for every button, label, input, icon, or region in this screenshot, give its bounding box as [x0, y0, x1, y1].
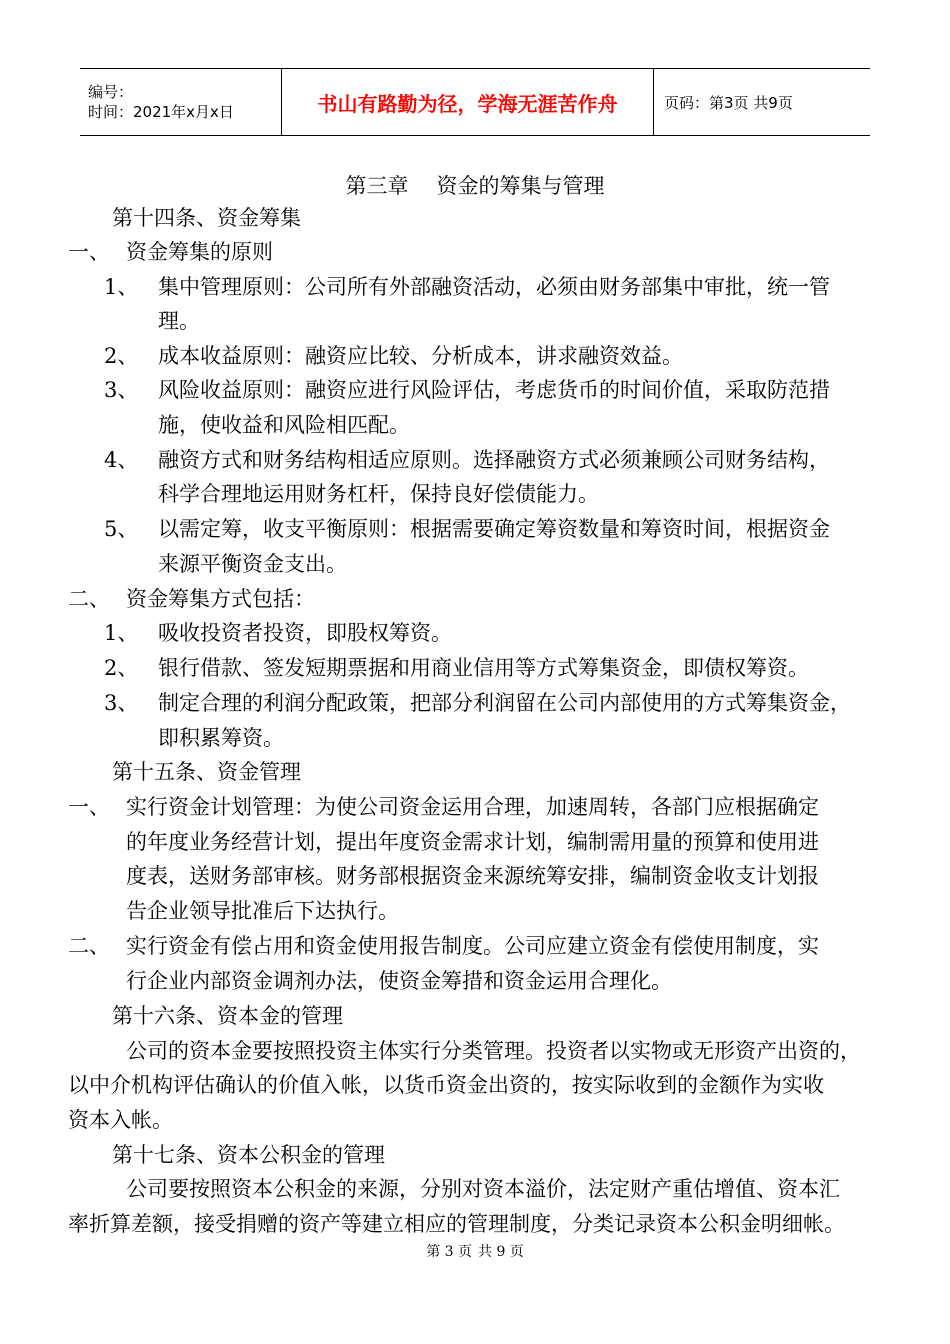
article-14-heading: 第十四条、资金筹集 [112, 206, 301, 230]
paragraph-line: 行企业内部资金调剂办法，使资金筹措和资金运用合理化。 [126, 969, 672, 993]
list-item-line: 银行借款、签发短期票据和用商业信用等方式筹集资金，即债权筹资。 [158, 656, 809, 680]
chapter-name: 资金的筹集与管理 [436, 174, 605, 198]
header-motto [282, 69, 654, 135]
footer-current-page: 第 3 页 [426, 1244, 472, 1260]
section-number: 二、 [68, 934, 110, 958]
list-item-number: 5、 [104, 517, 139, 541]
list-item-number: 3、 [104, 691, 139, 715]
list-item-number: 2、 [104, 344, 139, 368]
list-item-number: 3、 [104, 378, 139, 402]
list-item-number: 4、 [104, 448, 139, 472]
list-item-number: 1、 [104, 275, 139, 299]
page-footer [0, 1241, 950, 1261]
list-item-line: 科学合理地运用财务杠杆，保持良好偿债能力。 [158, 482, 599, 506]
document-time-label: 时间：2021年x月x日 [88, 103, 234, 121]
list-item-line: 吸收投资者投资，即股权筹资。 [158, 621, 452, 645]
chapter-number: 第三章 [345, 174, 409, 198]
paragraph-line: 公司的资本金要按照投资主体实行分类管理。投资者以实物或无形资产出资的， [126, 1039, 861, 1063]
list-item-line: 成本收益原则：融资应比较、分析成本，讲求融资效益。 [158, 344, 683, 368]
section-title: 资金筹集方式包括： [126, 587, 315, 611]
list-item-line: 融资方式和财务结构相适应原则。选择融资方式必须兼顾公司财务结构， [158, 448, 830, 472]
paragraph-line: 资本入帐。 [68, 1108, 173, 1132]
section-number: 一、 [68, 795, 110, 819]
motto-text: 书山有路勤为径，学海无涯苦作舟 [317, 91, 618, 116]
header-meta [80, 69, 282, 135]
section-number: 一、 [68, 240, 110, 264]
paragraph-line: 度表，送财务部审核。财务部根据资金来源统筹安排，编制资金收支计划报 [126, 864, 819, 888]
article-15-heading: 第十五条、资金管理 [112, 760, 301, 784]
list-item-line: 集中管理原则：公司所有外部融资活动，必须由财务部集中审批，统一管 [158, 275, 830, 299]
chapter-title [0, 170, 950, 200]
paragraph-line: 告企业领导批准后下达执行。 [126, 899, 399, 923]
list-item-line: 即积累筹资。 [158, 726, 284, 750]
page-number-label: 页码：第3页 共9页 [664, 93, 793, 112]
document-number-label: 编号： [88, 83, 134, 101]
footer-total-pages: 共 9 页 [478, 1244, 524, 1260]
paragraph-line: 公司要按照资本公积金的来源，分别对资本溢价，法定财产重估增值、资本汇 [126, 1177, 840, 1201]
list-item-number: 1、 [104, 621, 139, 645]
list-item-line: 来源平衡资金支出。 [158, 552, 347, 576]
list-item-number: 2、 [104, 656, 139, 680]
list-item-line: 以需定筹，收支平衡原则：根据需要确定筹资数量和筹资时间，根据资金 [158, 517, 830, 541]
paragraph-line: 实行资金有偿占用和资金使用报告制度。公司应建立资金有偿使用制度，实 [126, 934, 819, 958]
paragraph-line: 率折算差额，接受捐赠的资产等建立相应的管理制度，分类记录资本公积金明细帐。 [68, 1212, 845, 1236]
paragraph-line: 以中介机构评估确认的价值入帐，以货币资金出资的，按实际收到的金额作为实收 [68, 1073, 824, 1097]
section-number: 二、 [68, 587, 110, 611]
list-item-line: 风险收益原则：融资应进行风险评估，考虑货币的时间价值，采取防范措 [158, 378, 830, 402]
list-item-line: 施，使收益和风险相匹配。 [158, 413, 410, 437]
paragraph-line: 实行资金计划管理：为使公司资金运用合理，加速周转，各部门应根据确定 [126, 795, 819, 819]
list-item-line: 理。 [158, 309, 200, 333]
list-item-line: 制定合理的利润分配政策，把部分利润留在公司内部使用的方式筹集资金， [158, 691, 851, 715]
page-header [80, 68, 870, 136]
paragraph-line: 的年度业务经营计划，提出年度资金需求计划，编制需用量的预算和使用进 [126, 830, 819, 854]
section-title: 资金筹集的原则 [126, 240, 273, 264]
header-page-info [654, 69, 870, 135]
article-17-heading: 第十七条、资本公积金的管理 [112, 1143, 385, 1167]
article-16-heading: 第十六条、资本金的管理 [112, 1004, 343, 1028]
